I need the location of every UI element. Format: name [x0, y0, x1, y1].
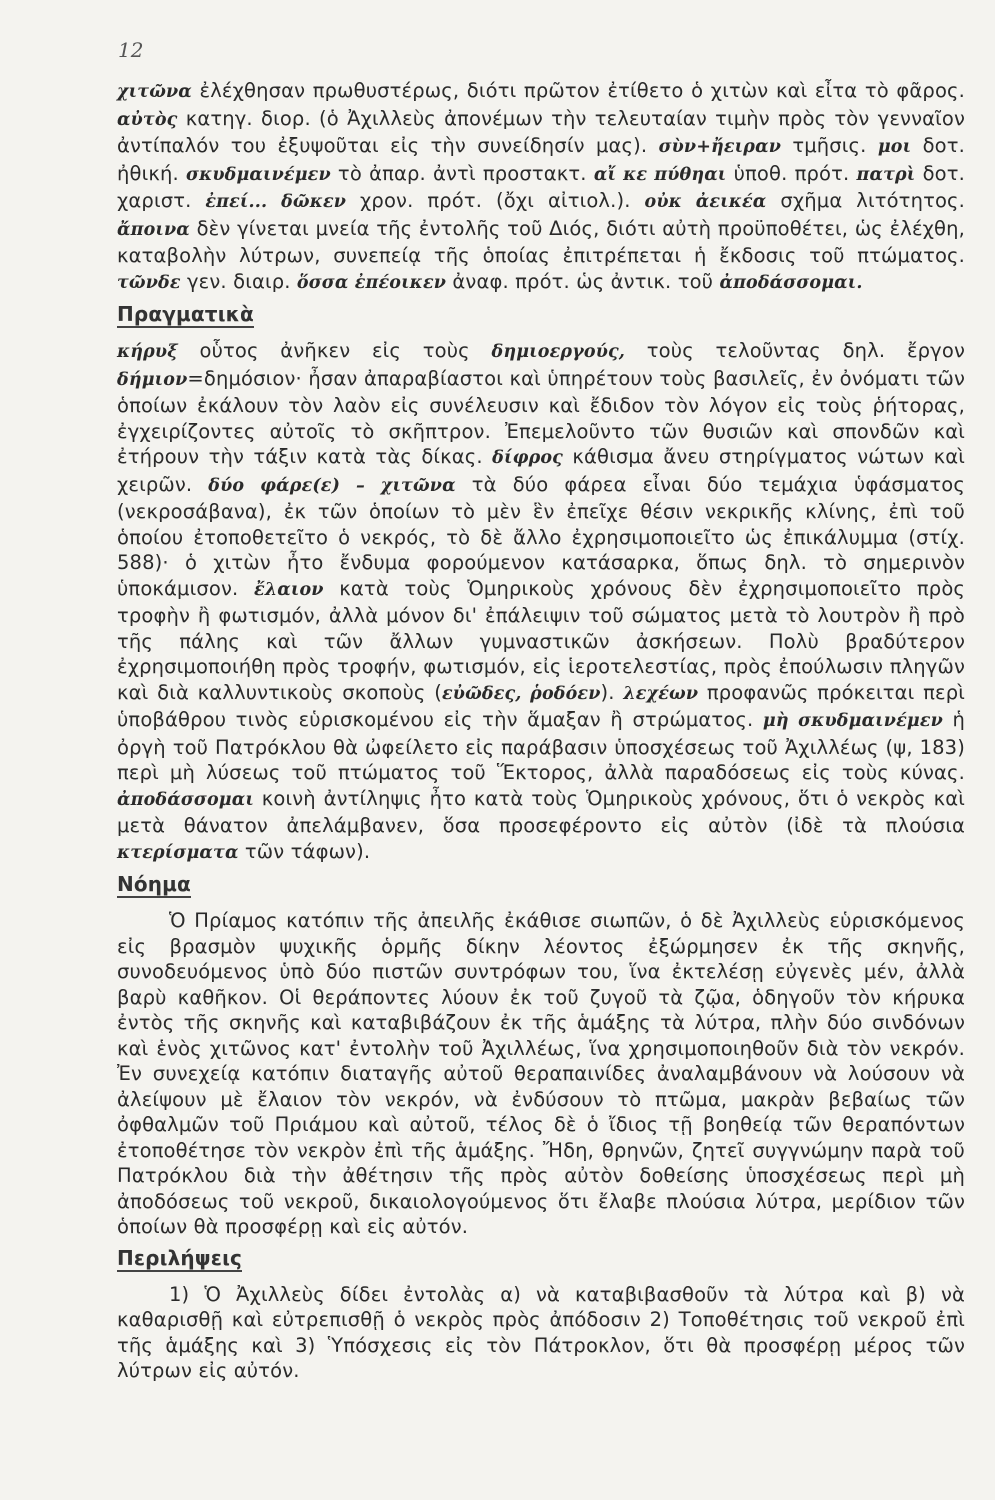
glossary-text: ἡ ὀργὴ τοῦ Πατρόκλου θὰ ὠφείλετο εἰς παράβασιν ὑποσχέσεως τοῦ Ἀχιλλέως (ψ, 183) περὶ μὴ λύσεως τοῦ πτώματος τοῦ Ἕκτορος, ἀλλὰ παραδόσεως εἰς τοὺς κύνας.: [117, 708, 966, 784]
glossary-term: δήμιον: [117, 369, 188, 390]
page-content: [117, 78, 965, 1384]
glossary-term: οὐκ ἀεικέα: [644, 192, 767, 212]
glossary-text: τοὺς τελοῦντας δηλ. ἔργον: [625, 339, 965, 362]
noima-paragraph: Ὁ Πρίαμος κατόπιν τῆς ἀπειλῆς ἐκάθισε σιωπῶν, ὁ δὲ Ἀχιλλεὺς εὑρισκόμενος εἰς βρασμὸν ψυχικῆς ὁρμῆς δίκην λέοντος ἐξώρμησεν ἐκ τῆς σκηνῆς, συνοδευόμενος ὑπὸ δύο πιστῶν συντρόφων του, ἵνα ἐκτελέσῃ εὐγενὲς μέν, ἀλλὰ βαρὺ καθῆκον. Οἱ θεράποντες λύουν ἐκ τοῦ ζυγοῦ τὰ ζῷα, ὁδηγοῦν τὸν κήρυκα ἐντὸς τῆς σκηνῆς καὶ καταβιβάζουν ἐκ τῆς ἁμάξης τὰ λύτρα, πλὴν δύο σινδόνων καὶ ἑνὸς χιτῶνος κατ' ἐντολὴν τοῦ Ἀχιλλέως, ἵνα χρησιμοποιηθοῦν διὰ τὸν νεκρόν. Ἐν συνεχείᾳ κατόπιν διαταγῆς αὐτοῦ θεραπαινίδες ἀναλαμβάνουν νὰ λούσουν νὰ ἀλείψουν μὲ ἔλαιον τὸν νεκρόν, νὰ ἐνδύσουν τὸ πτῶμα, μακρὰν βεβαίως τῶν ὀφθαλμῶν τοῦ Πριάμου καὶ αὐτοῦ, τέλος δὲ ὁ ἴδιος τῇ βοηθείᾳ τῶν θεραπόντων ἐτοποθέτησε τὸν νεκρὸν ἐπὶ τῆς ἁμάξης. Ἤδη, θρηνῶν, ζητεῖ συγγνώμην παρὰ τοῦ Πατρόκλου διὰ τὴν ἀθέτησιν τῆς πρὸς αὐτὸν δοθείσης ὑποσχέσεως περὶ μὴ ἀποδόσεως τοῦ νεκροῦ, δικαιολογούμενος ὅτι ἔλαβε πλούσια λύτρα, μερίδιον τῶν ὁποίων θὰ προσφέρῃ καὶ εἰς αὐτόν.: [117, 909, 965, 1238]
glossary-text: ἀναφ. πρότ. ὡς ἀντικ. τοῦ: [446, 269, 720, 293]
glossary-text: κατηγ. διορ. (ὁ Ἀχιλλεὺς ἀπονέμων τὴν τελευταίαν τιμὴν πρὸς τὸν γενναῖον ἀντίπαλόν του ἐξυψοῦται εἰς τὴν συνείδησίν μας).: [117, 106, 965, 157]
glossary-text: ὑποθ. πρότ.: [726, 161, 857, 185]
glossary-text: τμῆσις.: [781, 134, 878, 157]
glossary-text: ἐλέχθησαν πρωθυστέρως, διότι πρῶτον ἐτίθετο ὁ χιτὼν καὶ εἶτα τὸ φᾶρος.: [191, 79, 965, 102]
page-number: 12: [118, 38, 144, 62]
pragmatika-paragraph: [117, 338, 965, 866]
glossary-term: δίφρος: [492, 448, 563, 468]
glossary-term: αὐτὸς: [117, 109, 178, 130]
glossary-term: κτερίσματα: [117, 842, 239, 863]
glossary-text: δοτ. χαριστ.: [117, 161, 966, 212]
glossary-term: τῶνδε: [117, 272, 181, 293]
glossary-text: τὰ δύο φάρεα εἶναι δύο τεμάχια ὑφάσματος (νεκροσάβανα), ἐκ τῶν ὁποίων τὸ μὲν ἓν ἐπεῖχε θέσιν νεκρικῆς κλίνης, ἐπὶ τοῦ ὁποίου ἐτοποθετεῖτο ὁ νεκρός, τὸ δὲ ἄλλο ἐχρησιμοποιεῖτο ὡς ἐπικάλυμμα (στίχ. 588)· ὁ χιτὼν ἦτο ἔνδυμα φορούμενον κατάσαρκα, ὅπως δηλ. τὸ σημερινὸν ὑποκάμισον.: [117, 472, 965, 600]
glossary-text: τῶν τάφων).: [238, 839, 371, 863]
glossary-text: προφανῶς πρόκειται περὶ ὑποβάθρου τινὸς εὑρισκομένου εἰς τὴν ἅμαξαν ἢ στρώματος.: [117, 680, 965, 731]
glossary-term: μοι: [877, 137, 912, 157]
glossary-paragraph: [117, 78, 965, 296]
glossary-text: δοτ. ἠθική.: [117, 134, 965, 185]
glossary-term: πατρὶ: [856, 164, 916, 185]
glossary-text: χρον. πρότ. (ὄχι αἰτιολ.).: [346, 189, 645, 212]
glossary-term: ἀποδάσσομαι.: [719, 272, 863, 293]
glossary-text: ).: [600, 680, 624, 704]
section-heading-pragmatika: Πραγματικὰ: [117, 302, 254, 326]
glossary-term: λεχέων: [623, 683, 699, 704]
glossary-text: σχῆμα λιτότητος.: [766, 189, 965, 212]
glossary-term: ἀποδάσσομαι: [117, 789, 254, 810]
perilipseis-paragraph: 1) Ὁ Ἀχιλλεὺς δίδει ἐντολὰς α) νὰ καταβιβασθοῦν τὰ λύτρα καὶ β) νὰ καθαρισθῇ καὶ εὐτρεπισθῇ ὁ νεκρὸς πρὸς ἀπόδοσιν 2) Τοποθέτησις τοῦ νεκροῦ ἐπὶ τῆς ἁμάξης καὶ 3) Ὑπόσχεσις εἰς τὸν Πάτροκλον, ὅτι θὰ προσφέρῃ μέρος τῶν λύτρων εἰς αὐτόν.: [117, 1282, 965, 1382]
glossary-text: κατὰ τοὺς Ὁμηρικοὺς χρόνους δὲν ἐχρησιμοποιεῖτο πρὸς τροφὴν ἢ φωτισμόν, ἀλλὰ μόνον δι' ἐπάλειψιν τοῦ σώματος μετὰ τὸ λουτρὸν ἢ πρὸ τῆς πάλης καὶ τῶν ἄλλων γυμναστικῶν ἀσκήσεων. Πολὺ βραδύτερον ἐχρησιμοποιήθη πρὸς τροφήν, φωτισμόν, εἰς ἱεροτελεστίας, πρὸς ἐπούλωσιν πληγῶν καὶ διὰ καλλυντικοὺς σκοποὺς (: [117, 576, 965, 704]
section-heading-noima: Νόημα: [117, 872, 191, 896]
glossary-text: κάθισμα ἄνευ στηρίγματος νώτων καὶ χειρῶν.: [117, 445, 965, 496]
glossary-text: οὗτος ἀνῆκεν εἰς τοὺς: [177, 339, 492, 362]
glossary-text: τὸ ἀπαρ. ἀντὶ προστακτ.: [330, 161, 594, 185]
glossary-term: δύο φάρε(ε) – χιτῶνα: [208, 475, 456, 496]
glossary-term: ἐπεί... δῶκεν: [205, 192, 347, 212]
glossary-term: ἔλαιον: [254, 579, 324, 600]
glossary-term: χιτῶνα: [117, 82, 192, 102]
glossary-term: ἄποινα: [117, 219, 190, 240]
glossary-term: αἴ κε πύθηαι: [593, 164, 727, 185]
glossary-term: κήρυξ: [117, 342, 178, 362]
glossary-text: δὲν γίνεται μνεία τῆς ἐντολῆς τοῦ Διός, διότι αὐτὴ προϋποθέτει, ὡς ἐλέχθη, καταβολὴν λύτρων, συνεπείᾳ τῆς ὁποίας ἐπιτρέπεται ἡ ἔκδοσις τοῦ πτώματος.: [117, 216, 965, 267]
glossary-text: κοινὴ ἀντίληψις ἦτο κατὰ τοὺς Ὁμηρικοὺς χρόνους, ὅτι ὁ νεκρὸς καὶ μετὰ θάνατον ἀπελάμβανεν, ὅσα προσεφέροντο εἰς αὐτὸν (ἰδὲ τὰ πλούσια: [117, 786, 965, 837]
glossary-term: μὴ σκυδμαινέμεν: [762, 711, 943, 731]
glossary-term: εὐῶδες, ῥοδόεν: [442, 683, 601, 704]
glossary-term: ὅσσα ἐπέοικεν: [296, 272, 447, 293]
glossary-term: δημιοεργούς,: [491, 342, 626, 362]
glossary-term: σὺν+ἤειραν: [658, 137, 781, 157]
glossary-term: σκυδμαινέμεν: [186, 164, 331, 185]
section-heading-perilipseis: Περιλήψεις: [117, 1245, 243, 1270]
glossary-text: =δημόσιον· ἦσαν ἀπαραβίαστοι καὶ ὑπηρέτουν τοὺς βασιλεῖς, ἐν ὀνόματι τῶν ὁποίων ἐκάλουν τὸν λαὸν εἰς συνέλευσιν καὶ ἔδιδον τὸν λόγον εἰς τοὺς ῥήτορας, ἐγχειρίζοντες αὐτοῖς τὸ σκῆπτρον. Ἐπεμελοῦντο τῶν θυσιῶν καὶ σπονδῶν καὶ ἐτήρουν τὴν τάξιν κατὰ τὰς δίκας.: [117, 366, 965, 468]
glossary-text: γεν. διαιρ.: [180, 269, 297, 293]
